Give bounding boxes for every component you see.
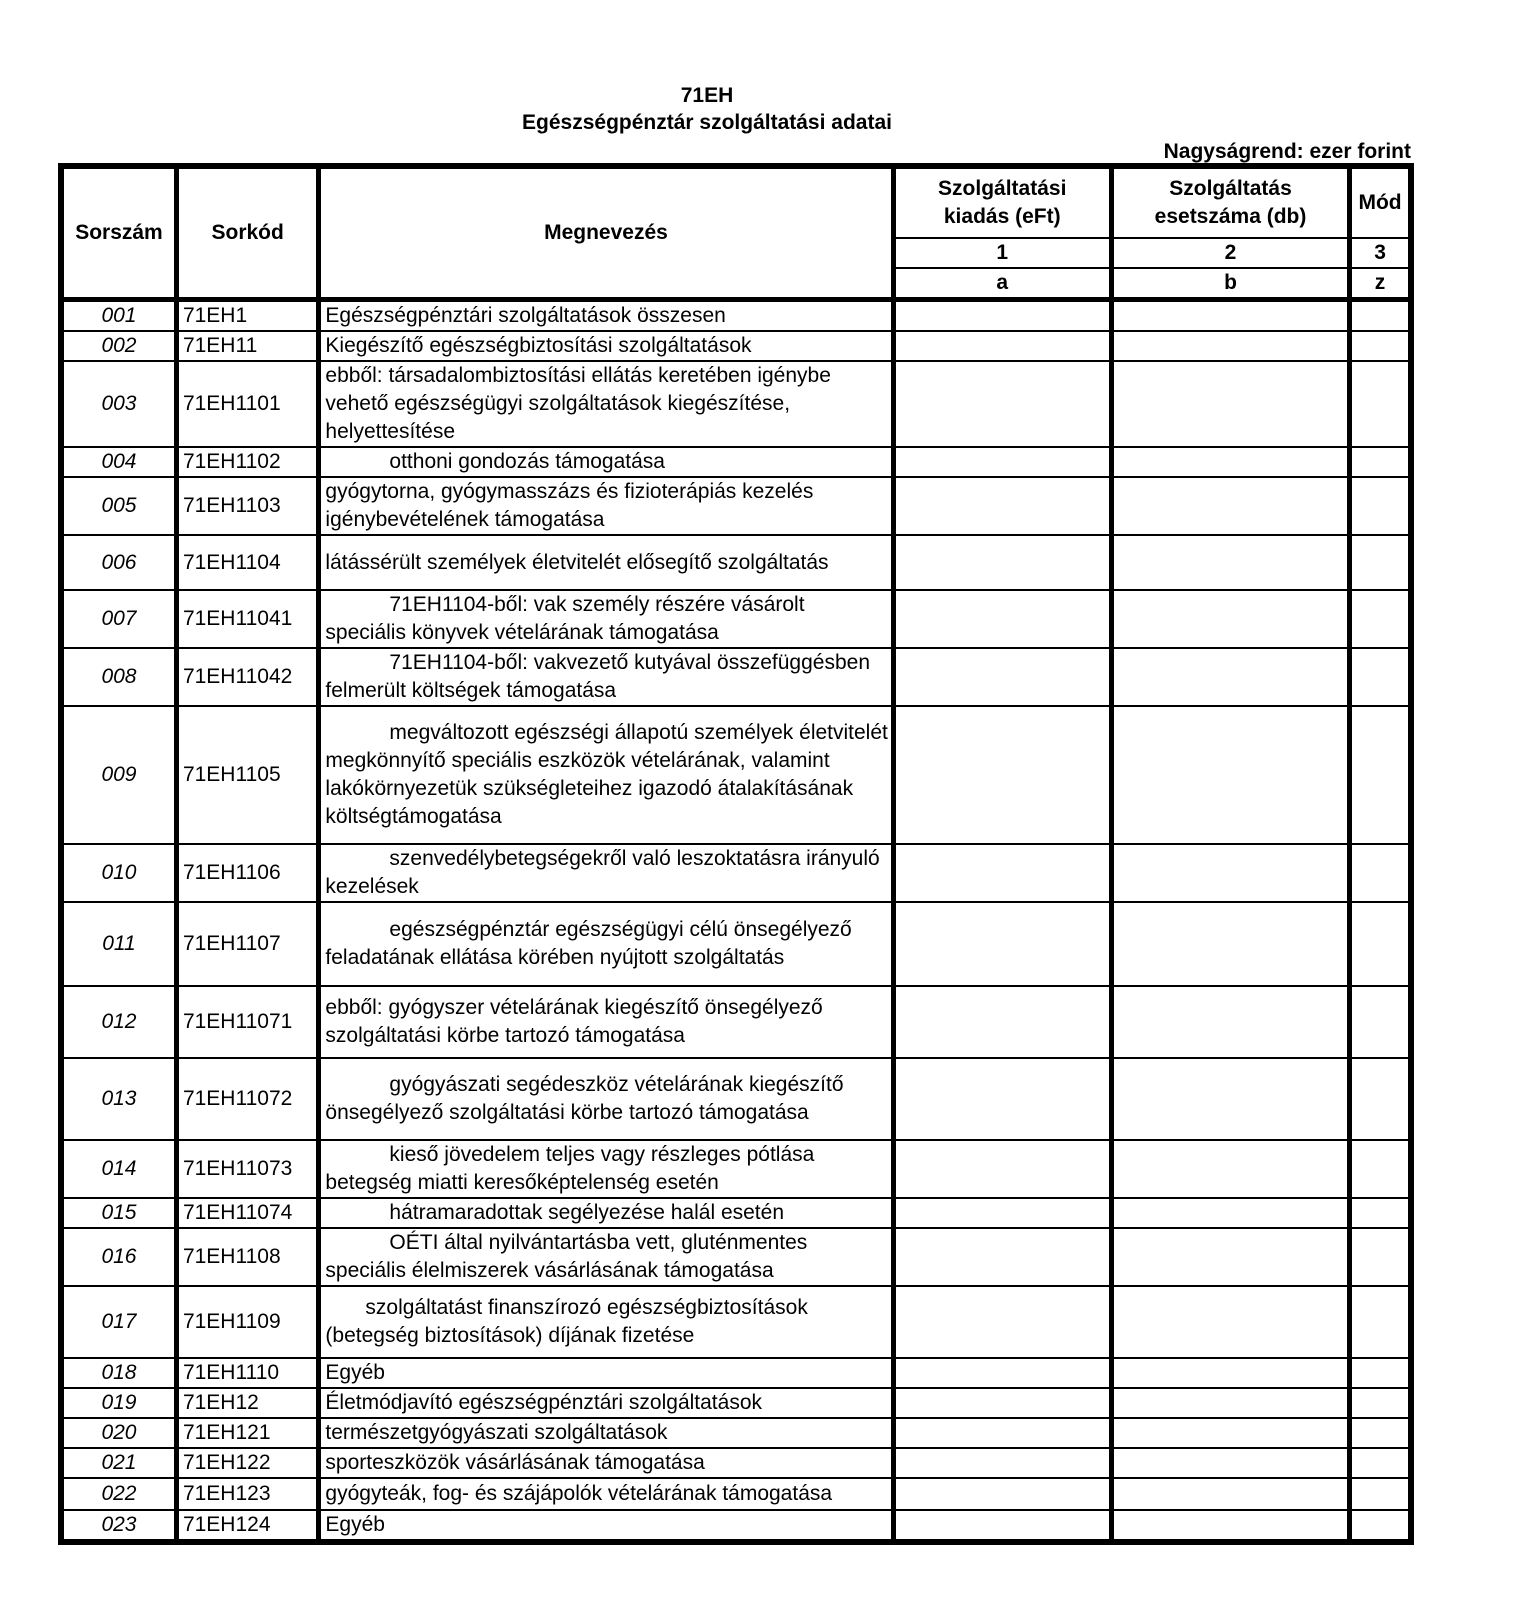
row-name <box>319 447 893 477</box>
row-number: 001 <box>61 300 176 332</box>
value-col1-cell[interactable] <box>893 535 1111 590</box>
value-col3-cell[interactable] <box>1350 331 1411 361</box>
table-row <box>61 1358 1411 1388</box>
value-col3-cell[interactable] <box>1350 1388 1411 1418</box>
value-col1-cell[interactable] <box>893 477 1111 535</box>
row-name <box>319 648 893 706</box>
value-col3-cell[interactable] <box>1350 902 1411 986</box>
row-code: 71EH12 <box>176 1388 318 1418</box>
value-col1-cell[interactable] <box>893 300 1111 332</box>
unit-label: Nagyságrend: ezer forint <box>1163 140 1411 163</box>
row-name: Egészségpénztári szolgáltatások összesen <box>319 300 893 332</box>
row-number: 011 <box>61 902 176 986</box>
header-col2-num: 2 <box>1111 238 1349 268</box>
row-number: 012 <box>61 986 176 1058</box>
table-row <box>61 844 1411 902</box>
row-code: 71EH124 <box>176 1510 318 1542</box>
value-col2-cell[interactable] <box>1111 1478 1349 1510</box>
row-name <box>319 590 893 648</box>
row-number: 021 <box>61 1448 176 1478</box>
row-name <box>319 1140 893 1198</box>
row-number: 010 <box>61 844 176 902</box>
row-code: 71EH11042 <box>176 648 318 706</box>
value-col1-cell[interactable] <box>893 648 1111 706</box>
row-name <box>319 902 893 986</box>
value-col3-cell[interactable] <box>1350 590 1411 648</box>
row-name-text: hátramaradottak segélyezése halál esetén <box>389 1201 785 1224</box>
row-code: 71EH1107 <box>176 902 318 986</box>
table-row <box>61 447 1411 477</box>
value-col2-cell[interactable] <box>1111 590 1349 648</box>
row-number: 020 <box>61 1418 176 1448</box>
value-col2-cell[interactable] <box>1111 1286 1349 1358</box>
value-col1-cell[interactable] <box>893 1358 1111 1388</box>
value-col3-cell[interactable] <box>1350 986 1411 1058</box>
row-name <box>319 844 893 902</box>
row-name-text: 71EH1104-ből: vakvezető kutyával összefüggésben felmerült költségek támogatása <box>325 651 871 702</box>
header-col1-num: 1 <box>893 238 1111 268</box>
row-name-text: egészségpénztár egészségügyi célú önsegélyező feladatának ellátása körében nyújtott szolgáltatás <box>325 918 852 969</box>
row-number: 003 <box>61 361 176 447</box>
row-code: 71EH1108 <box>176 1228 318 1286</box>
row-name-text: szenvedélybetegségekről való leszoktatásra irányuló kezelések <box>325 847 880 898</box>
row-number: 008 <box>61 648 176 706</box>
table-row <box>61 1478 1411 1510</box>
value-col3-cell[interactable] <box>1350 1228 1411 1286</box>
value-col3-cell[interactable] <box>1350 447 1411 477</box>
table-row <box>61 1448 1411 1478</box>
value-col2-cell[interactable] <box>1111 1228 1349 1286</box>
value-col1-cell[interactable] <box>893 1286 1111 1358</box>
row-code: 71EH1109 <box>176 1286 318 1358</box>
value-col3-cell[interactable] <box>1350 361 1411 447</box>
row-number: 014 <box>61 1140 176 1198</box>
value-col1-cell[interactable] <box>893 844 1111 902</box>
row-code: 71EH123 <box>176 1478 318 1510</box>
value-col2-cell[interactable] <box>1111 1140 1349 1198</box>
row-code: 71EH1102 <box>176 447 318 477</box>
value-col2-cell[interactable] <box>1111 1358 1349 1388</box>
header-megnevezes: Megnevezés <box>319 166 893 300</box>
table-row <box>61 590 1411 648</box>
value-col2-cell[interactable] <box>1111 447 1349 477</box>
value-col1-cell[interactable] <box>893 1140 1111 1198</box>
form-title: Egészségpénztár szolgáltatási adatai <box>522 111 892 134</box>
value-col3-cell[interactable] <box>1350 1140 1411 1198</box>
row-name <box>319 1058 893 1140</box>
value-col1-cell[interactable] <box>893 706 1111 844</box>
row-name: sporteszközök vásárlásának támogatása <box>319 1448 893 1478</box>
value-col1-cell[interactable] <box>893 331 1111 361</box>
table-row <box>61 331 1411 361</box>
row-name: természetgyógyászati szolgáltatások <box>319 1418 893 1448</box>
value-col2-cell[interactable] <box>1111 902 1349 986</box>
table-row <box>61 1058 1411 1140</box>
row-code: 71EH11041 <box>176 590 318 648</box>
header-col1-label: Szolgáltatási kiadás (eFt) <box>893 166 1111 238</box>
value-col3-cell[interactable] <box>1350 477 1411 535</box>
row-number: 007 <box>61 590 176 648</box>
value-col3-cell[interactable] <box>1350 844 1411 902</box>
row-code: 71EH11074 <box>176 1198 318 1228</box>
value-col3-cell[interactable] <box>1350 1358 1411 1388</box>
row-name: Kiegészítő egészségbiztosítási szolgáltatások <box>319 331 893 361</box>
value-col3-cell[interactable] <box>1350 706 1411 844</box>
header-col2-letter: b <box>1111 268 1349 300</box>
value-col1-cell[interactable] <box>893 986 1111 1058</box>
value-col1-cell[interactable] <box>893 1510 1111 1542</box>
table-row <box>61 300 1411 332</box>
row-number: 019 <box>61 1388 176 1418</box>
row-code: 71EH11073 <box>176 1140 318 1198</box>
row-name-text: gyógyászati segédeszköz vételárának kiegészítő önsegélyező szolgáltatási körbe tartozó támogatása <box>325 1073 844 1124</box>
table-row <box>61 361 1411 447</box>
row-name: gyógyteák, fog- és szájápolók vételárának támogatása <box>319 1478 893 1510</box>
value-col2-cell[interactable] <box>1111 361 1349 447</box>
row-name <box>319 1228 893 1286</box>
data-table <box>58 163 1414 1545</box>
value-col1-cell[interactable] <box>893 902 1111 986</box>
value-col1-cell[interactable] <box>893 1418 1111 1448</box>
table-row <box>61 1228 1411 1286</box>
row-code: 71EH121 <box>176 1418 318 1448</box>
row-code: 71EH11072 <box>176 1058 318 1140</box>
table-row <box>61 535 1411 590</box>
row-code: 71EH1104 <box>176 535 318 590</box>
value-col2-cell[interactable] <box>1111 1418 1349 1448</box>
value-col1-cell[interactable] <box>893 447 1111 477</box>
table-row <box>61 1418 1411 1448</box>
row-name-text: OÉTI által nyilvántartásba vett, gluténmentes speciális élelmiszerek vásárlásának támogatása <box>325 1231 808 1282</box>
value-col2-cell[interactable] <box>1111 844 1349 902</box>
value-col3-cell[interactable] <box>1350 535 1411 590</box>
row-name: látássérült személyek életvitelét elősegítő szolgáltatás <box>319 535 893 590</box>
row-number: 009 <box>61 706 176 844</box>
row-code: 71EH1103 <box>176 477 318 535</box>
row-name: ebből: társadalombiztosítási ellátás keretében igénybe vehető egészségügyi szolgáltatások kiegészítése, helyettesítése <box>319 361 893 447</box>
row-name: Egyéb <box>319 1358 893 1388</box>
form-code: 71EH <box>680 84 734 107</box>
value-col1-cell[interactable] <box>893 1388 1111 1418</box>
value-col2-cell[interactable] <box>1111 331 1349 361</box>
value-col3-cell[interactable] <box>1350 1448 1411 1478</box>
value-col3-cell[interactable] <box>1350 1058 1411 1140</box>
table-row <box>61 1140 1411 1198</box>
value-col2-cell[interactable] <box>1111 1448 1349 1478</box>
header-col3-num: 3 <box>1350 238 1411 268</box>
row-number: 018 <box>61 1358 176 1388</box>
value-col1-cell[interactable] <box>893 1228 1111 1286</box>
value-col3-cell[interactable] <box>1350 1286 1411 1358</box>
value-col3-cell[interactable] <box>1350 1510 1411 1542</box>
row-name-text: 71EH1104-ből: vak személy részére vásárolt speciális könyvek vételárának támogatása <box>325 593 805 644</box>
row-code: 71EH1106 <box>176 844 318 902</box>
row-number: 022 <box>61 1478 176 1510</box>
row-number: 002 <box>61 331 176 361</box>
header-col3-letter: z <box>1350 268 1411 300</box>
value-col2-cell[interactable] <box>1111 1058 1349 1140</box>
row-code: 71EH1101 <box>176 361 318 447</box>
table-row <box>61 1388 1411 1418</box>
row-name: Életmódjavító egészségpénztári szolgáltatások <box>319 1388 893 1418</box>
row-name <box>319 1198 893 1228</box>
table-row <box>61 1510 1411 1542</box>
row-name-text: kieső jövedelem teljes vagy részleges pótlása betegség miatti keresőképtelenség esetén <box>325 1143 815 1194</box>
value-col1-cell[interactable] <box>893 590 1111 648</box>
value-col1-cell[interactable] <box>893 1198 1111 1228</box>
row-number: 015 <box>61 1198 176 1228</box>
value-col1-cell[interactable] <box>893 1478 1111 1510</box>
row-name-text: megváltozott egészségi állapotú személyek életvitelét megkönnyítő speciális eszközök vételárának, valamint lakókörnyezetük szükségleteihez igazodó átalakításának költségtámogatása <box>325 721 888 828</box>
table-row <box>61 1286 1411 1358</box>
value-col2-cell[interactable] <box>1111 986 1349 1058</box>
header-sorkod: Sorkód <box>176 166 318 300</box>
row-number: 005 <box>61 477 176 535</box>
row-code: 71EH1110 <box>176 1358 318 1388</box>
row-code: 71EH11071 <box>176 986 318 1058</box>
row-code: 71EH122 <box>176 1448 318 1478</box>
row-number: 017 <box>61 1286 176 1358</box>
value-col2-cell[interactable] <box>1111 706 1349 844</box>
header-sorszam: Sorszám <box>61 166 176 300</box>
row-code: 71EH1 <box>176 300 318 332</box>
value-col2-cell[interactable] <box>1111 1388 1349 1418</box>
header-col2-label: Szolgáltatás esetszáma (db) <box>1111 166 1349 238</box>
value-col2-cell[interactable] <box>1111 300 1349 332</box>
row-name <box>319 1286 893 1358</box>
value-col2-cell[interactable] <box>1111 1510 1349 1542</box>
value-col1-cell[interactable] <box>893 361 1111 447</box>
value-col3-cell[interactable] <box>1350 300 1411 332</box>
table-row <box>61 477 1411 535</box>
row-number: 006 <box>61 535 176 590</box>
table-row <box>61 706 1411 844</box>
value-col2-cell[interactable] <box>1111 535 1349 590</box>
row-code: 71EH1105 <box>176 706 318 844</box>
value-col2-cell[interactable] <box>1111 1198 1349 1228</box>
value-col3-cell[interactable] <box>1350 1418 1411 1448</box>
row-code: 71EH11 <box>176 331 318 361</box>
value-col1-cell[interactable] <box>893 1448 1111 1478</box>
value-col2-cell[interactable] <box>1111 477 1349 535</box>
row-number: 023 <box>61 1510 176 1542</box>
value-col3-cell[interactable] <box>1350 648 1411 706</box>
table-row <box>61 1198 1411 1228</box>
value-col1-cell[interactable] <box>893 1058 1111 1140</box>
table-row <box>61 648 1411 706</box>
row-number: 016 <box>61 1228 176 1286</box>
row-name-text: szolgáltatást finanszírozó egészségbiztosítások (betegség biztosítások) díjának fizetése <box>325 1296 808 1347</box>
header-col3-label: Mód <box>1350 166 1411 238</box>
row-name-text: otthoni gondozás támogatása <box>389 450 665 473</box>
value-col3-cell[interactable] <box>1350 1478 1411 1510</box>
row-name: gyógytorna, gyógymasszázs és fizioterápiás kezelés igénybevételének támogatása <box>319 477 893 535</box>
row-name: Egyéb <box>319 1510 893 1542</box>
value-col3-cell[interactable] <box>1350 1198 1411 1228</box>
table-row <box>61 902 1411 986</box>
header-col1-letter: a <box>893 268 1111 300</box>
row-number: 004 <box>61 447 176 477</box>
row-number: 013 <box>61 1058 176 1140</box>
table-row <box>61 986 1411 1058</box>
value-col2-cell[interactable] <box>1111 648 1349 706</box>
row-name <box>319 706 893 844</box>
row-name: ebből: gyógyszer vételárának kiegészítő önsegélyező szolgáltatási körbe tartozó támogatása <box>319 986 893 1058</box>
